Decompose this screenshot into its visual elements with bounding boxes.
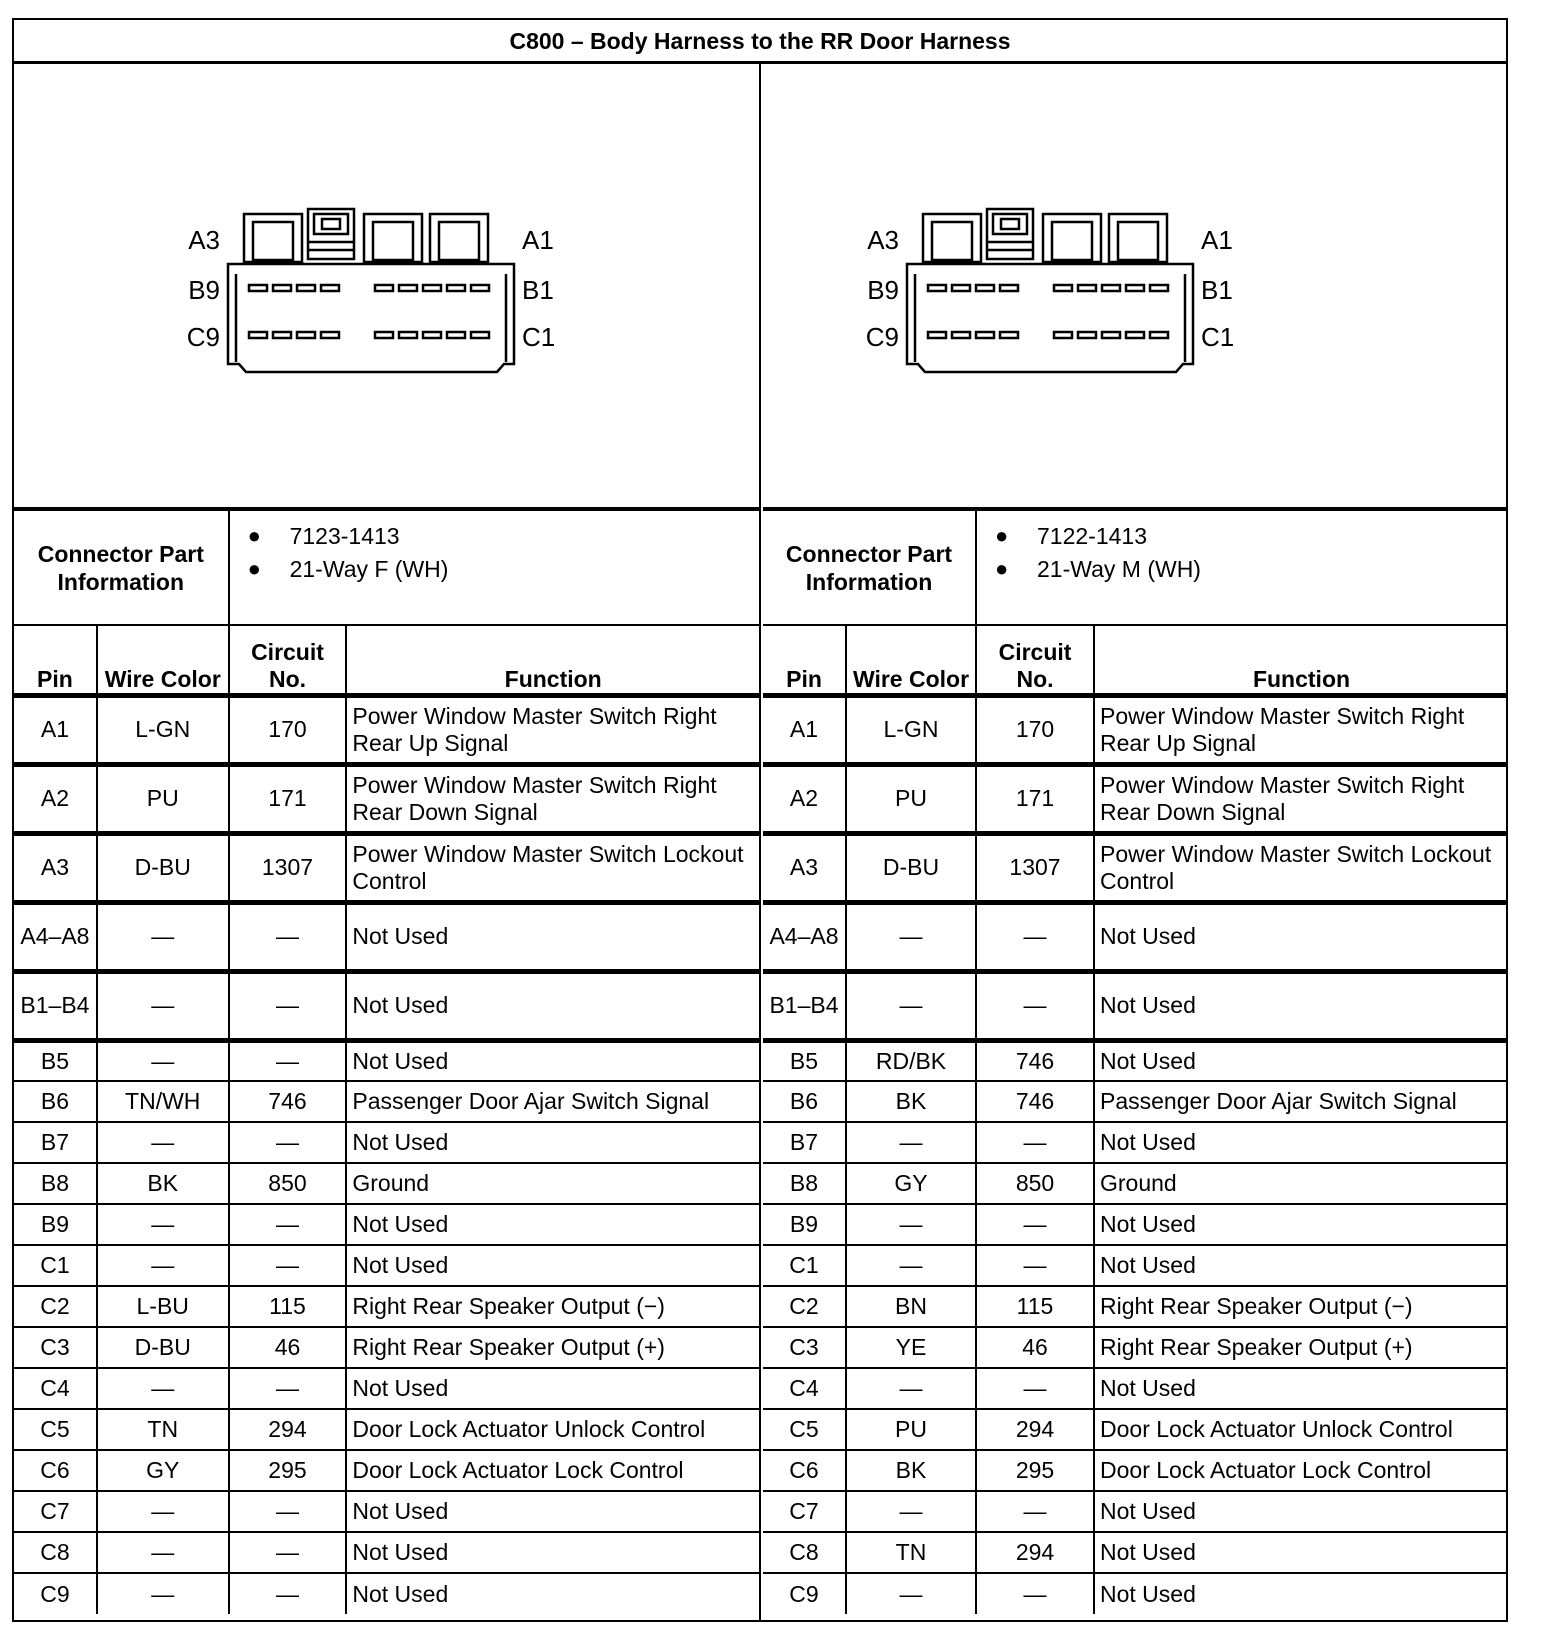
pin-cell: C7: [14, 1491, 97, 1532]
pin-cell: C9: [14, 1573, 97, 1614]
function-cell: Not Used: [346, 902, 759, 971]
circuit-cell: —: [229, 1245, 347, 1286]
label-a-right: A1: [1201, 225, 1233, 255]
circuit-cell: —: [976, 1204, 1094, 1245]
circuit-cell: —: [976, 971, 1094, 1040]
circuit-cell: —: [229, 1040, 347, 1081]
label-b-right: B1: [522, 275, 554, 305]
bullet-icon: ●: [995, 523, 1009, 548]
function-cell: Door Lock Actuator Unlock Control: [1094, 1409, 1508, 1450]
circuit-cell: —: [976, 1573, 1094, 1614]
label-c-right: C1: [1201, 322, 1235, 352]
function-cell: Right Rear Speaker Output (+): [1094, 1327, 1508, 1368]
function-cell: Not Used: [1094, 1245, 1508, 1286]
wire-color-cell: L-BU: [97, 1286, 229, 1327]
connector-panel-left: [14, 64, 761, 1622]
label-a-right: A1: [522, 225, 554, 255]
pin-cell: C3: [14, 1327, 97, 1368]
function-cell: Passenger Door Ajar Switch Signal: [1094, 1081, 1508, 1122]
function-cell: Right Rear Speaker Output (+): [346, 1327, 759, 1368]
header-wire-color: Wire Color: [846, 625, 976, 695]
circuit-cell: —: [229, 1491, 347, 1532]
circuit-cell: —: [976, 1245, 1094, 1286]
pin-cell: B9: [14, 1204, 97, 1245]
pin-cell: C6: [763, 1450, 846, 1491]
function-cell: Not Used: [1094, 971, 1508, 1040]
wire-color-cell: BK: [97, 1163, 229, 1204]
circuit-cell: 171: [229, 764, 347, 833]
pin-cell: A4–A8: [14, 902, 97, 971]
circuit-cell: 170: [229, 695, 347, 764]
pin-cell: B6: [763, 1081, 846, 1122]
function-cell: Door Lock Actuator Lock Control: [346, 1450, 759, 1491]
table-row: [763, 1450, 1508, 1491]
function-cell: Power Window Master Switch Right Rear Down Signal: [1094, 764, 1508, 833]
header-circuit: Circuit No.: [976, 625, 1094, 695]
table-row: [14, 1245, 759, 1286]
circuit-cell: —: [229, 1368, 347, 1409]
wire-color-cell: L-GN: [846, 695, 976, 764]
circuit-cell: 115: [976, 1286, 1094, 1327]
circuit-cell: —: [976, 1122, 1094, 1163]
table-row: [14, 1573, 759, 1614]
circuit-cell: 294: [229, 1409, 347, 1450]
wire-color-cell: BN: [846, 1286, 976, 1327]
pin-cell: C5: [14, 1409, 97, 1450]
label-b-right: B1: [1201, 275, 1233, 305]
pin-cell: B6: [14, 1081, 97, 1122]
circuit-cell: 295: [976, 1450, 1094, 1491]
header-function: Function: [346, 625, 759, 695]
table-row: [763, 1286, 1508, 1327]
table-row: [14, 695, 759, 764]
table-row: [14, 1327, 759, 1368]
table-row: [763, 1204, 1508, 1245]
table-row: [763, 695, 1508, 764]
label-c-right: C1: [522, 322, 556, 352]
wire-color-cell: D-BU: [97, 1327, 229, 1368]
pin-cell: C2: [14, 1286, 97, 1327]
wire-color-cell: GY: [846, 1163, 976, 1204]
pin-cell: B8: [763, 1163, 846, 1204]
pin-cell: C4: [14, 1368, 97, 1409]
function-cell: Not Used: [346, 1245, 759, 1286]
table-row: [763, 1040, 1508, 1081]
page-title: C800 – Body Harness to the RR Door Harness: [14, 20, 1506, 64]
pin-cell: B1–B4: [763, 971, 846, 1040]
table-row: [763, 902, 1508, 971]
table-row: [14, 1450, 759, 1491]
bullet-icon: ●: [995, 556, 1009, 581]
circuit-cell: 115: [229, 1286, 347, 1327]
circuit-cell: 46: [976, 1327, 1094, 1368]
bullet-icon: ●: [247, 556, 261, 581]
wire-color-cell: —: [97, 1040, 229, 1081]
pin-cell: A2: [763, 764, 846, 833]
wire-color-cell: TN/WH: [97, 1081, 229, 1122]
wire-color-cell: YE: [846, 1327, 976, 1368]
part-info-item: ● 21-Way M (WH): [995, 556, 1201, 582]
wire-color-cell: L-GN: [97, 695, 229, 764]
function-cell: Power Window Master Switch Right Rear Up Signal: [1094, 695, 1508, 764]
circuit-cell: 294: [976, 1532, 1094, 1573]
pin-cell: B7: [14, 1122, 97, 1163]
table-row: [14, 1040, 759, 1081]
pin-cell: C7: [763, 1491, 846, 1532]
circuit-cell: —: [976, 902, 1094, 971]
function-cell: Right Rear Speaker Output (−): [346, 1286, 759, 1327]
part-info-label: Connector Part Information: [763, 511, 976, 625]
wire-color-cell: BK: [846, 1081, 976, 1122]
wire-color-cell: —: [97, 1491, 229, 1532]
wire-color-cell: —: [97, 1204, 229, 1245]
function-cell: Not Used: [1094, 1368, 1508, 1409]
part-info-item: ● 7123-1413: [247, 523, 400, 549]
table-row: [763, 1327, 1508, 1368]
bullet-icon: ●: [247, 523, 261, 548]
pin-cell: B7: [763, 1122, 846, 1163]
label-c-left: C9: [186, 322, 220, 352]
function-cell: Passenger Door Ajar Switch Signal: [346, 1081, 759, 1122]
connector-diagram: [763, 64, 1508, 511]
wire-color-cell: —: [846, 971, 976, 1040]
circuit-cell: 850: [976, 1163, 1094, 1204]
function-cell: Not Used: [1094, 1573, 1508, 1614]
circuit-cell: —: [229, 1532, 347, 1573]
header-wire-color: Wire Color: [97, 625, 229, 695]
table-row: [763, 764, 1508, 833]
table-row: [763, 971, 1508, 1040]
pin-cell: C2: [763, 1286, 846, 1327]
function-cell: Power Window Master Switch Lockout Control: [346, 833, 759, 902]
connector-panel-right: [763, 64, 1508, 1622]
function-cell: Door Lock Actuator Lock Control: [1094, 1450, 1508, 1491]
circuit-cell: 1307: [229, 833, 347, 902]
connector-face-diagram: [14, 64, 761, 507]
wire-color-cell: —: [846, 1368, 976, 1409]
pin-cell: B5: [14, 1040, 97, 1081]
circuit-cell: 171: [976, 764, 1094, 833]
wire-color-cell: PU: [846, 1409, 976, 1450]
table-row: [14, 764, 759, 833]
pin-cell: C6: [14, 1450, 97, 1491]
circuit-cell: —: [976, 1491, 1094, 1532]
table-row: [14, 1204, 759, 1245]
wire-color-cell: —: [846, 902, 976, 971]
wire-color-cell: —: [97, 1532, 229, 1573]
pin-cell: C3: [763, 1327, 846, 1368]
wire-color-cell: D-BU: [97, 833, 229, 902]
circuit-cell: 46: [229, 1327, 347, 1368]
wire-color-cell: —: [846, 1122, 976, 1163]
table-row: [763, 1081, 1508, 1122]
pin-cell: A2: [14, 764, 97, 833]
wire-color-cell: —: [846, 1204, 976, 1245]
pinout-table: [14, 511, 759, 1614]
pin-cell: C8: [763, 1532, 846, 1573]
table-row: [763, 1245, 1508, 1286]
wire-color-cell: TN: [97, 1409, 229, 1450]
table-row: [763, 1368, 1508, 1409]
pin-cell: C4: [763, 1368, 846, 1409]
part-info-list: [976, 511, 1508, 625]
pin-cell: B8: [14, 1163, 97, 1204]
circuit-cell: —: [229, 902, 347, 971]
table-row: [14, 1368, 759, 1409]
table-row: [763, 833, 1508, 902]
table-row: [763, 1491, 1508, 1532]
table-row: [763, 1573, 1508, 1614]
pin-cell: A1: [763, 695, 846, 764]
function-cell: Not Used: [1094, 1532, 1508, 1573]
function-cell: Not Used: [1094, 1204, 1508, 1245]
table-row: [763, 1163, 1508, 1204]
circuit-cell: —: [229, 1573, 347, 1614]
wire-color-cell: —: [97, 1122, 229, 1163]
function-cell: Not Used: [346, 1532, 759, 1573]
pin-cell: C8: [14, 1532, 97, 1573]
pin-cell: A3: [14, 833, 97, 902]
part-info-list: [229, 511, 759, 625]
header-circuit: Circuit No.: [229, 625, 347, 695]
circuit-cell: 1307: [976, 833, 1094, 902]
function-cell: Not Used: [346, 1491, 759, 1532]
wire-color-cell: BK: [846, 1450, 976, 1491]
function-cell: Not Used: [346, 1204, 759, 1245]
pin-cell: A4–A8: [763, 902, 846, 971]
header-pin: Pin: [763, 625, 846, 695]
pin-cell: C5: [763, 1409, 846, 1450]
header-function: Function: [1094, 625, 1508, 695]
circuit-cell: 295: [229, 1450, 347, 1491]
function-cell: Power Window Master Switch Right Rear Up Signal: [346, 695, 759, 764]
function-cell: Not Used: [346, 1040, 759, 1081]
function-cell: Ground: [346, 1163, 759, 1204]
wire-color-cell: —: [846, 1573, 976, 1614]
label-b-left: B9: [867, 275, 899, 305]
part-info-item: ● 21-Way F (WH): [247, 556, 449, 582]
pin-cell: A1: [14, 695, 97, 764]
header-pin: Pin: [14, 625, 97, 695]
wire-color-cell: —: [846, 1491, 976, 1532]
table-row: [14, 1532, 759, 1573]
table-row: [763, 1122, 1508, 1163]
table-row: [763, 1532, 1508, 1573]
pin-cell: C1: [763, 1245, 846, 1286]
label-a-left: A3: [188, 225, 220, 255]
function-cell: Not Used: [1094, 902, 1508, 971]
connector-diagram: [14, 64, 759, 511]
function-cell: Power Window Master Switch Lockout Control: [1094, 833, 1508, 902]
table-row: [14, 1286, 759, 1327]
wire-color-cell: —: [97, 971, 229, 1040]
pin-cell: B5: [763, 1040, 846, 1081]
table-row: [14, 833, 759, 902]
pin-cell: A3: [763, 833, 846, 902]
table-row: [14, 1491, 759, 1532]
pin-cell: C1: [14, 1245, 97, 1286]
function-cell: Not Used: [346, 1122, 759, 1163]
function-cell: Not Used: [1094, 1491, 1508, 1532]
function-cell: Ground: [1094, 1163, 1508, 1204]
part-info-item: ● 7122-1413: [995, 523, 1147, 549]
pin-cell: C9: [763, 1573, 846, 1614]
wire-color-cell: —: [97, 902, 229, 971]
function-cell: Power Window Master Switch Right Rear Down Signal: [346, 764, 759, 833]
table-row: [763, 1409, 1508, 1450]
pin-cell: B9: [763, 1204, 846, 1245]
label-c-left: C9: [865, 322, 899, 352]
circuit-cell: 294: [976, 1409, 1094, 1450]
table-row: [14, 1122, 759, 1163]
circuit-cell: —: [229, 971, 347, 1040]
part-info-label: Connector Part Information: [14, 511, 229, 625]
circuit-cell: 746: [229, 1081, 347, 1122]
wire-color-cell: —: [97, 1368, 229, 1409]
wire-color-cell: —: [97, 1573, 229, 1614]
circuit-cell: —: [976, 1368, 1094, 1409]
wire-color-cell: GY: [97, 1450, 229, 1491]
table-row: [14, 1081, 759, 1122]
connector-sheet: [12, 18, 1508, 1622]
circuit-cell: —: [229, 1204, 347, 1245]
pin-cell: B1–B4: [14, 971, 97, 1040]
table-row: [14, 971, 759, 1040]
circuit-cell: —: [229, 1122, 347, 1163]
circuit-cell: 746: [976, 1081, 1094, 1122]
wire-color-cell: RD/BK: [846, 1040, 976, 1081]
wire-color-cell: —: [846, 1245, 976, 1286]
wire-color-cell: PU: [97, 764, 229, 833]
wire-color-cell: PU: [846, 764, 976, 833]
circuit-cell: 746: [976, 1040, 1094, 1081]
function-cell: Door Lock Actuator Unlock Control: [346, 1409, 759, 1450]
circuit-cell: 850: [229, 1163, 347, 1204]
connector-face-diagram: [763, 64, 1508, 507]
table-row: [14, 902, 759, 971]
function-cell: Not Used: [346, 1368, 759, 1409]
label-a-left: A3: [867, 225, 899, 255]
function-cell: Right Rear Speaker Output (−): [1094, 1286, 1508, 1327]
wire-color-cell: D-BU: [846, 833, 976, 902]
table-row: [14, 1163, 759, 1204]
pinout-table: [763, 511, 1508, 1614]
function-cell: Not Used: [1094, 1122, 1508, 1163]
function-cell: Not Used: [1094, 1040, 1508, 1081]
function-cell: Not Used: [346, 971, 759, 1040]
wire-color-cell: —: [97, 1245, 229, 1286]
circuit-cell: 170: [976, 695, 1094, 764]
table-row: [14, 1409, 759, 1450]
function-cell: Not Used: [346, 1573, 759, 1614]
label-b-left: B9: [188, 275, 220, 305]
wire-color-cell: TN: [846, 1532, 976, 1573]
